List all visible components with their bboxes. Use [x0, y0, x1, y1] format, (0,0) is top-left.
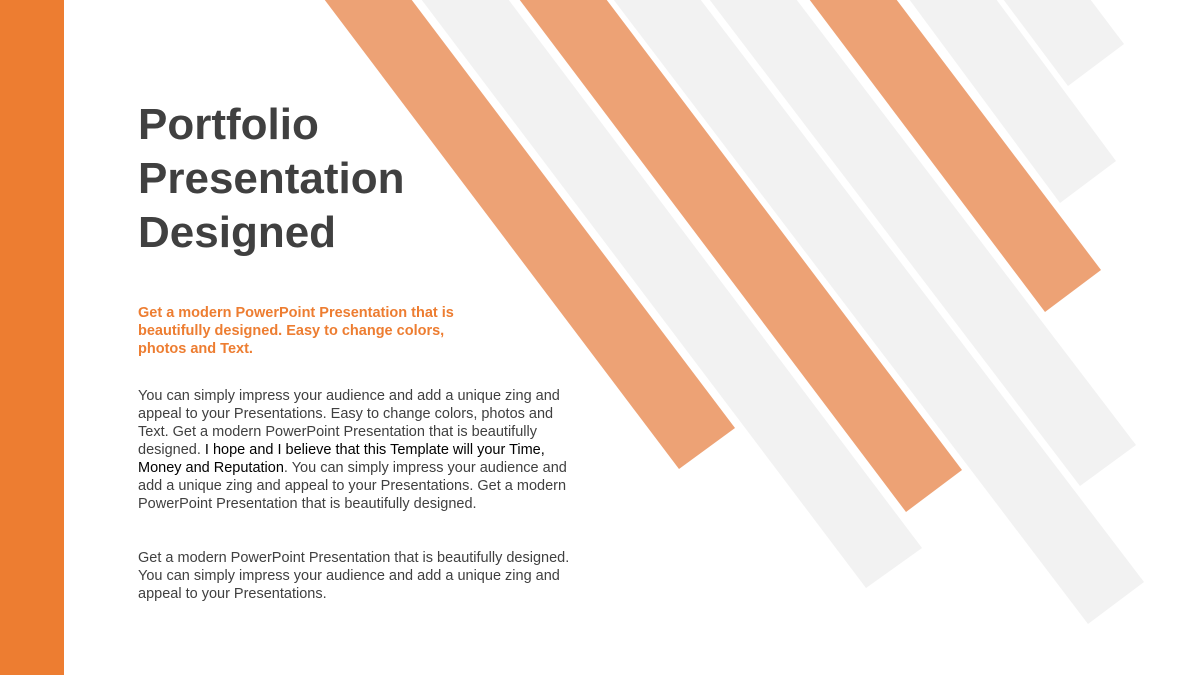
slide-subtitle: Get a modern PowerPoint Presentation that is beautifully designed. Easy to change colors, photos and Text. [138, 305, 454, 357]
slide-title-line: Portfolio [138, 100, 319, 149]
body-paragraph-1-part-1: You can simply impress your audience and add a unique zing and appeal to your Presentations. Easy to change colors, photos and Text. Get a modern PowerPoint Presentation that is beautifully designed. [138, 388, 560, 458]
slide-title-line: Designed [138, 208, 337, 257]
body-paragraph-1 [138, 387, 578, 513]
body-paragraph-1-highlight: I hope and I believe that this Template will your Time, Money and Reputation [138, 442, 545, 476]
slide-title [138, 98, 498, 260]
body-paragraph-1-part-3: . You can simply impress your audience and add a unique zing and appeal to your Presentations. Get a modern PowerPoint Presentation that is beautifully designed. [138, 460, 567, 512]
body-paragraph-2: Get a modern PowerPoint Presentation that is beautifully designed. You can simply impress your audience and add a unique zing and appeal to your Presentations. [138, 550, 570, 602]
slide-title-line: Presentation [138, 154, 405, 203]
